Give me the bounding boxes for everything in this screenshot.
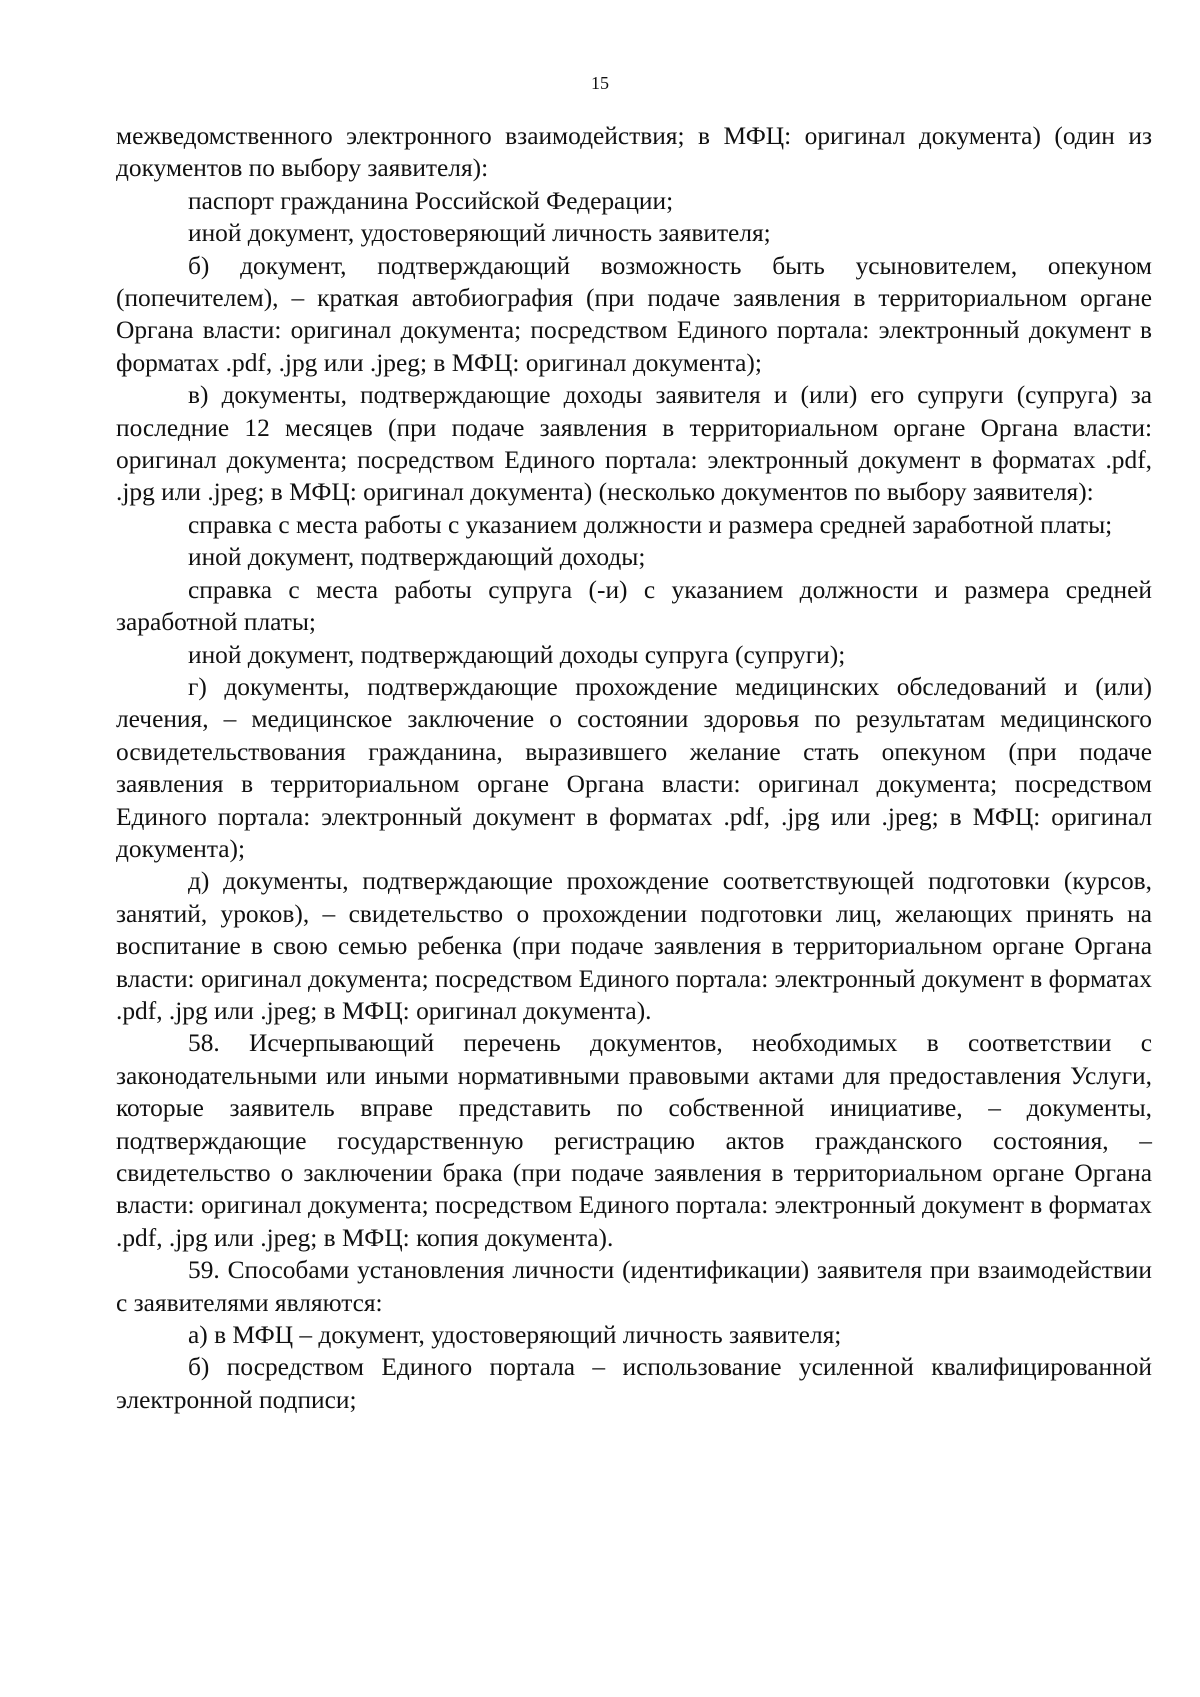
paragraph-item-v-income: в) документы, подтверждающие доходы заявителя и (или) его супруги (супруга) за последние 12 месяцев (при подаче заявления в территориальном органе Органа власти: оригинал документа; посредством Единого портала: электронный документ в форматах .pdf, .jpg или .jpeg; в МФЦ: оригинал документа) (несколько документов по выбору заявителя): (116, 381, 1152, 507)
paragraph-59-item-b: б) посредством Единого портала – использование усиленной квалифицированной электронной подписи; (116, 1353, 1152, 1414)
paragraph-item-b-autobiography: б) документ, подтверждающий возможность быть усыновителем, опекуном (попечителем), – краткая автобиография (при подаче заявления в территориальном органе Органа власти: оригинал документа; посредством Единого портала: электронный документ в форматах .pdf, .jpg или .jpeg; в МФЦ: оригинал документа); (116, 251, 1152, 377)
list-item-spouse-other-income-document: иной документ, подтверждающий доходы супруга (супруги); (188, 640, 846, 669)
list-item-other-id-document: иной документ, удостоверяющий личность заявителя; (188, 219, 771, 248)
paragraph-item-d-training: д) документы, подтверждающие прохождение соответствующей подготовки (курсов, занятий, уроков), – свидетельство о прохождении подготовки лиц, желающих принять на воспитание в свою семью ребенка (при подаче заявления в территориальном органе Органа власти: оригинал документа; посредством Единого портала: электронный документ в форматах .pdf, .jpg или .jpeg; в МФЦ: оригинал документа). (116, 867, 1152, 1025)
list-item-salary-certificate: справка с места работы с указанием должности и размера средней заработной платы; (188, 510, 1113, 539)
list-item-other-income-document: иной документ, подтверждающий доходы; (188, 543, 646, 572)
paragraph-59: 59. Способами установления личности (идентификации) заявителя при взаимодействии с заявителями являются: (116, 1256, 1152, 1317)
document-body (116, 120, 1152, 1416)
paragraph-59-item-a: а) в МФЦ – документ, удостоверяющий личность заявителя; (188, 1321, 842, 1350)
paragraph-58: 58. Исчерпывающий перечень документов, необходимых в соответствии с законодательными или иными нормативными правовыми актами для предоставления Услуги, которые заявитель вправе представить по собственной инициативе, – документы, подтверждающие государственную регистрацию актов гражданского состояния, – свидетельство о заключении брака (при подаче заявления в территориальном органе Органа власти: оригинал документа; посредством Единого портала: электронный документ в форматах .pdf, .jpg или .jpeg; в МФЦ: копия документа). (116, 1029, 1152, 1252)
list-item-passport: паспорт гражданина Российской Федерации; (188, 186, 674, 215)
paragraph-item-g-medical: г) документы, подтверждающие прохождение медицинских обследований и (или) лечения, – медицинское заключение о состоянии здоровья по результатам медицинского освидетельствования гражданина, выразившего желание стать опекуном (при подаче заявления в территориальном органе Органа власти: оригинал документа; посредством Единого портала: электронный документ в форматах .pdf, .jpg или .jpeg; в МФЦ: оригинал документа); (116, 672, 1152, 863)
paragraph-continuation: межведомственного электронного взаимодействия; в МФЦ: оригинал документа) (один из документов по выбору заявителя): (116, 122, 1152, 183)
page-number: 15 (591, 73, 609, 93)
list-item-spouse-salary-certificate: справка с места работы супруга (-и) с указанием должности и размера средней заработной платы; (116, 575, 1152, 637)
